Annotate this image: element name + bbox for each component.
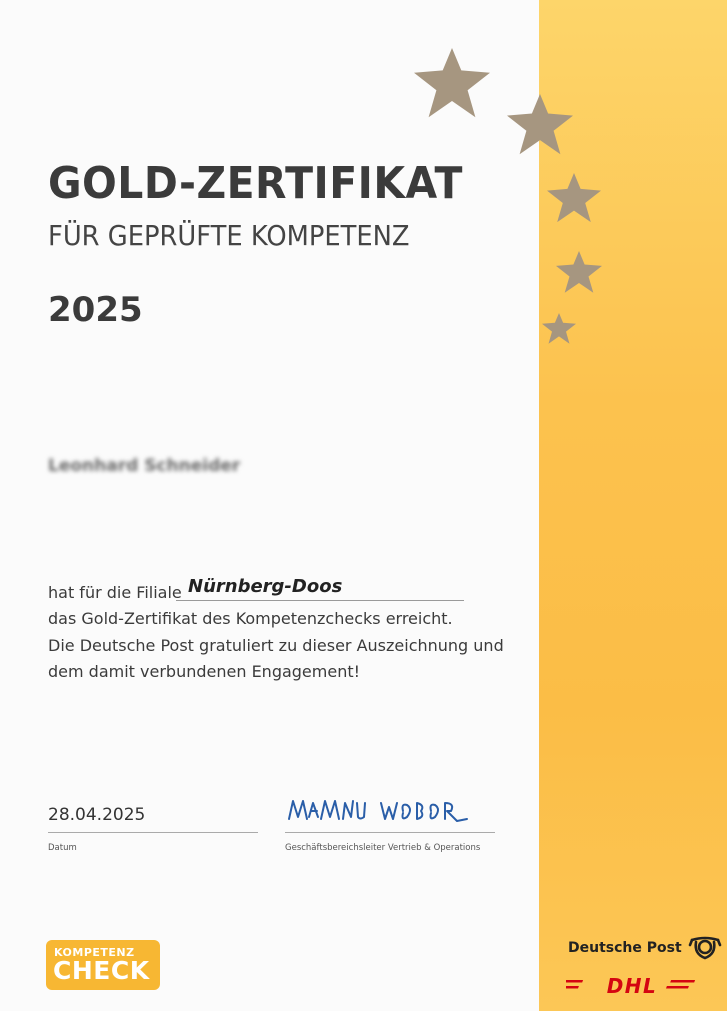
dhl-wordmark: DHL bbox=[606, 974, 658, 998]
deutsche-post-logo bbox=[568, 934, 722, 962]
dhl-logo bbox=[566, 972, 702, 1000]
body-line-3: dem damit verbundenen Engagement! bbox=[48, 662, 361, 681]
certificate-subtitle: FÜR GEPRÜFTE KOMPETENZ bbox=[48, 219, 410, 252]
gold-side-band bbox=[539, 0, 727, 1011]
branch-row bbox=[48, 578, 508, 606]
signer-caption: Geschäftsbereichsleiter Vertrieb & Operations bbox=[285, 843, 481, 853]
deutsche-post-wordmark: Deutsche Post bbox=[568, 940, 682, 956]
branch-label: hat für die Filiale bbox=[48, 583, 182, 602]
star-icon bbox=[414, 48, 490, 117]
post-horn-icon bbox=[688, 934, 722, 962]
date-rule bbox=[48, 832, 258, 833]
branch-fill-line bbox=[176, 578, 464, 601]
badge-line-1: KOMPETENZ bbox=[54, 946, 135, 959]
body-line-2: Die Deutsche Post gratuliert zu dieser Auszeichnung und bbox=[48, 635, 504, 655]
signer-field bbox=[285, 805, 495, 853]
certificate-title: GOLD-ZERTIFIKAT bbox=[48, 158, 463, 209]
date-value: 28.04.2025 bbox=[48, 805, 146, 825]
date-field bbox=[48, 805, 258, 853]
badge-line-2: CHECK bbox=[53, 956, 150, 985]
date-caption: Datum bbox=[48, 843, 77, 853]
recipient-name: Leonhard Schneider bbox=[48, 456, 241, 476]
kompetenz-check-logo bbox=[46, 940, 160, 990]
handwritten-signature bbox=[285, 789, 475, 833]
branch-name: Nürnberg-Doos bbox=[188, 576, 343, 597]
recipient-name-blurred bbox=[48, 456, 280, 478]
signature-area bbox=[285, 805, 495, 832]
certificate-year: 2025 bbox=[48, 290, 143, 330]
certificate-body bbox=[48, 578, 508, 686]
body-line-1: das Gold-Zertifikat des Kompetenzchecks erreicht. bbox=[48, 609, 453, 628]
